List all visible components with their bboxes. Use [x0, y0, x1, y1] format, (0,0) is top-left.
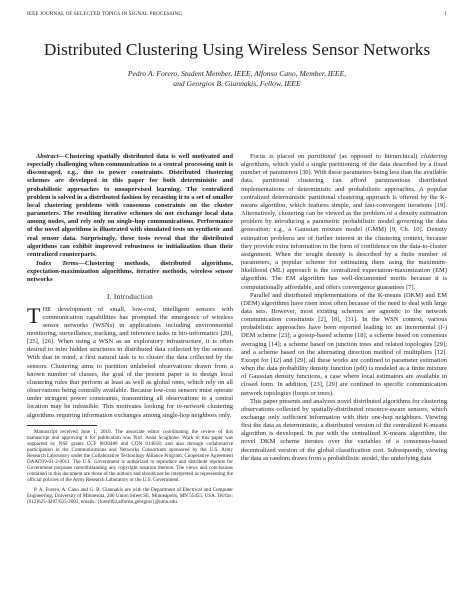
- footnote-rule: [27, 425, 97, 426]
- index-terms: [27, 260, 233, 284]
- right-paragraph-1: [241, 153, 447, 292]
- rp1-text-c: algorithms, which yield a single partitioning of the data described by a fixed number of parameters [30]. With these parameters being less than the available data, partitional clustering can afford parsimonious distributed implementations of deterministic and probabilistic approaches. A popular centralized deterministic partitional clustering approach is offered by the K-means algorithm, which features simple, and fast-convergent iterations [19]. Alternatively, clustering can be viewed as the problem of a density estimation problem by introducing a parametric probabilistic model governing the data generation; e.g., a Gaussian mixture model (GMM) [9, Ch. 10]. Density estimation problems are of further interest in the clustering context, because they provide extra information in the form of confidence on the data-to-cluster assignment. When the sought density is described by a finite number of parameters, a popular scheme for estimating them using the maximum-likelihood (ML) approach is the centralized expectation-maximization (EM) algorithm. The EM algorithm has well-documented merits because it is computationally affordable, and offers convergence guarantees [7].: [241, 161, 447, 291]
- intro-emphasis: in-network: [176, 403, 205, 411]
- rp1-text-b: (as opposed to hierarchical): [335, 153, 422, 160]
- intro-first-word: HE: [42, 305, 52, 313]
- abstract: [27, 153, 233, 259]
- journal-name: IEEE JOURNAL OF SELECTED TOPICS IN SIGNAL PROCESSING: [27, 11, 183, 17]
- intro-text: development of small, low-cost, intelligent sensors with communication capabilities has prompted the emergence of wireless sensor networks (WSNs) in applications including environmental monitoring, surveillance, tracking, and inference tasks in bio-informatics [20], [25], [26]. When using a WSN as an exploratory infrastructure, it is often desired to infer hidden structures in distributed data collected by the sensors. With that in mind, a first natural task is to cluster the data collected by the sensors. Clustering aims to partition unlabeled observations drawn from a known number of classes, the goal of the present paper is to design local clustering rules that perform at least as well as global ones, which rely on all observations being centrally available. Because low-cost sensors must operate under stringent power constraints, transmitting all observations to a central location may be infeasible. This motivates looking for: [27, 305, 233, 411]
- abstract-lead: Abstract: [36, 153, 59, 160]
- right-paragraph-3: This paper presents and analyzes novel distributed algorithms for clustering observations collected by spatially-distributed resource-aware sensors, which exchange only sufficient information with their one-hop neighbors. Viewing first the data as deterministic, a distributed version of the centralized K-means algorithm is developed. In par with the centralized K-means algorithm, the novel DKM scheme iterates over the variables of a consensus-based decentralized version of the global classification cost. Subsequently, viewing the data as random draws from a probabilistic model, the underlying data: [241, 397, 447, 462]
- footnotes: [27, 429, 233, 505]
- page-number: 1: [444, 11, 447, 17]
- author-line-2: and Georgios B. Giannakis, Fellow, IEEE: [173, 79, 301, 89]
- rp1-text-a: Focus is placed on: [250, 153, 308, 160]
- intro-paragraph: [27, 302, 234, 420]
- index-terms-lead: Index Terms: [36, 260, 79, 268]
- right-column: [241, 153, 447, 505]
- footnote-manuscript: Manuscript received June 1, 2010. The associate editor coordinating the review of this manuscript and approving it for publication was Prof. Anna Scaglione. Work in this paper was supported by NSF grants CCF 0830480 and CON 014658; and also through collaborative participation in the Communications and Networks Consortium sponsored by the U.S. Army Research Laboratory under the Collaborative Technology Alliance Program, Cooperative Agreement DAAD19-01-2-0011. The U.S. Government is authorized to reproduce and distribute reprints for Government purposes notwithstanding any copyright notation thereon. The views and conclusions contained in this document are those of the authors and should not be interpreted as representing the official policies of the Army Research Laboratory or the U.S. Government.: [27, 428, 233, 484]
- paper-title: Distributed Clustering Using Wireless Sensor Networks: [43, 40, 431, 59]
- left-column: [27, 153, 233, 505]
- intro-text-tail: clustering algorithms requiring information exchanges among single-hop neighbors only.: [27, 403, 234, 419]
- author-list: [27, 69, 447, 89]
- right-paragraph-2: Parallel and distributed implementations of the K-means (DKM) and EM (DEM) algorithms have risen most often because of the need to deal with large data sets. However, most existing schemes are agnostic to the network communication constraints [2], [8], [31]. In the WSN context, various probabilistic approaches have been reported leading to: an incremental (I-) DEM scheme [23]; a gossip-based scheme [18]; a scheme based on consensus averaging [14]; a scheme based on junction trees and related topologies [29]; and a scheme based on the alternating direction method of multipliers [12]. Except for [12] and [29], all these works are confined to parameter estimation when the data probability density function (pdf) is modeled as a finite mixture of Gaussian density functions, a case where local estimators are available in closed form. In addition, [23], [29] are confined to specific communication network topologies (loops or trees).: [241, 291, 447, 397]
- rp1-emphasis-partitional: partitional: [307, 153, 336, 160]
- two-column-body: [27, 153, 447, 505]
- index-terms-text: —Clustering methods, distributed algorithms, expectation-maximization algorithms, iterative methods, wireless sensor networks: [27, 260, 233, 284]
- abstract-text: —Clustering spatially distributed data is well motivated and especially challenging when communication to a central processing unit is discouraged, e.g., due to power constraints. Distributed clustering schemes are developed in this paper for both deterministic and probabilistic approaches to unsupervised learning. The centralized problem is solved in a distributed fashion by recasting it to a set of smaller local clustering problems with consensus constraints on the cluster parameters. The resulting iterative schemes do not exchange local data among nodes, and rely only on single-hop communications. Performance of the novel algorithms is illustrated with simulated tests on synthetic and real sensor data. Surprisingly, these tests reveal that the distributed algorithms can exhibit improved robustness to initialization than their centralized counterparts.: [27, 153, 233, 258]
- running-head: [27, 10, 447, 18]
- author-line-1: Pedro A. Forero, Student Member, IEEE, Alfonso Cano, Member, IEEE,: [127, 69, 347, 78]
- rp1-emphasis-clustering: clustering: [421, 153, 448, 160]
- drop-cap: T: [27, 302, 41, 328]
- footnote-affiliations: P. A. Forero, A. Cano and G. B. Giannakis are with the Department of Electrical and Computer Engineering, University of Minnesota, 200 Union Street SE, Minneapolis, MN 55455, USA. Tel/fax: (612)625-4287/625-2002, emails: {forer002,alfonso,georgios}@umn.edu.: [27, 486, 233, 505]
- section-heading-introduction: I. Introduction: [106, 292, 154, 301]
